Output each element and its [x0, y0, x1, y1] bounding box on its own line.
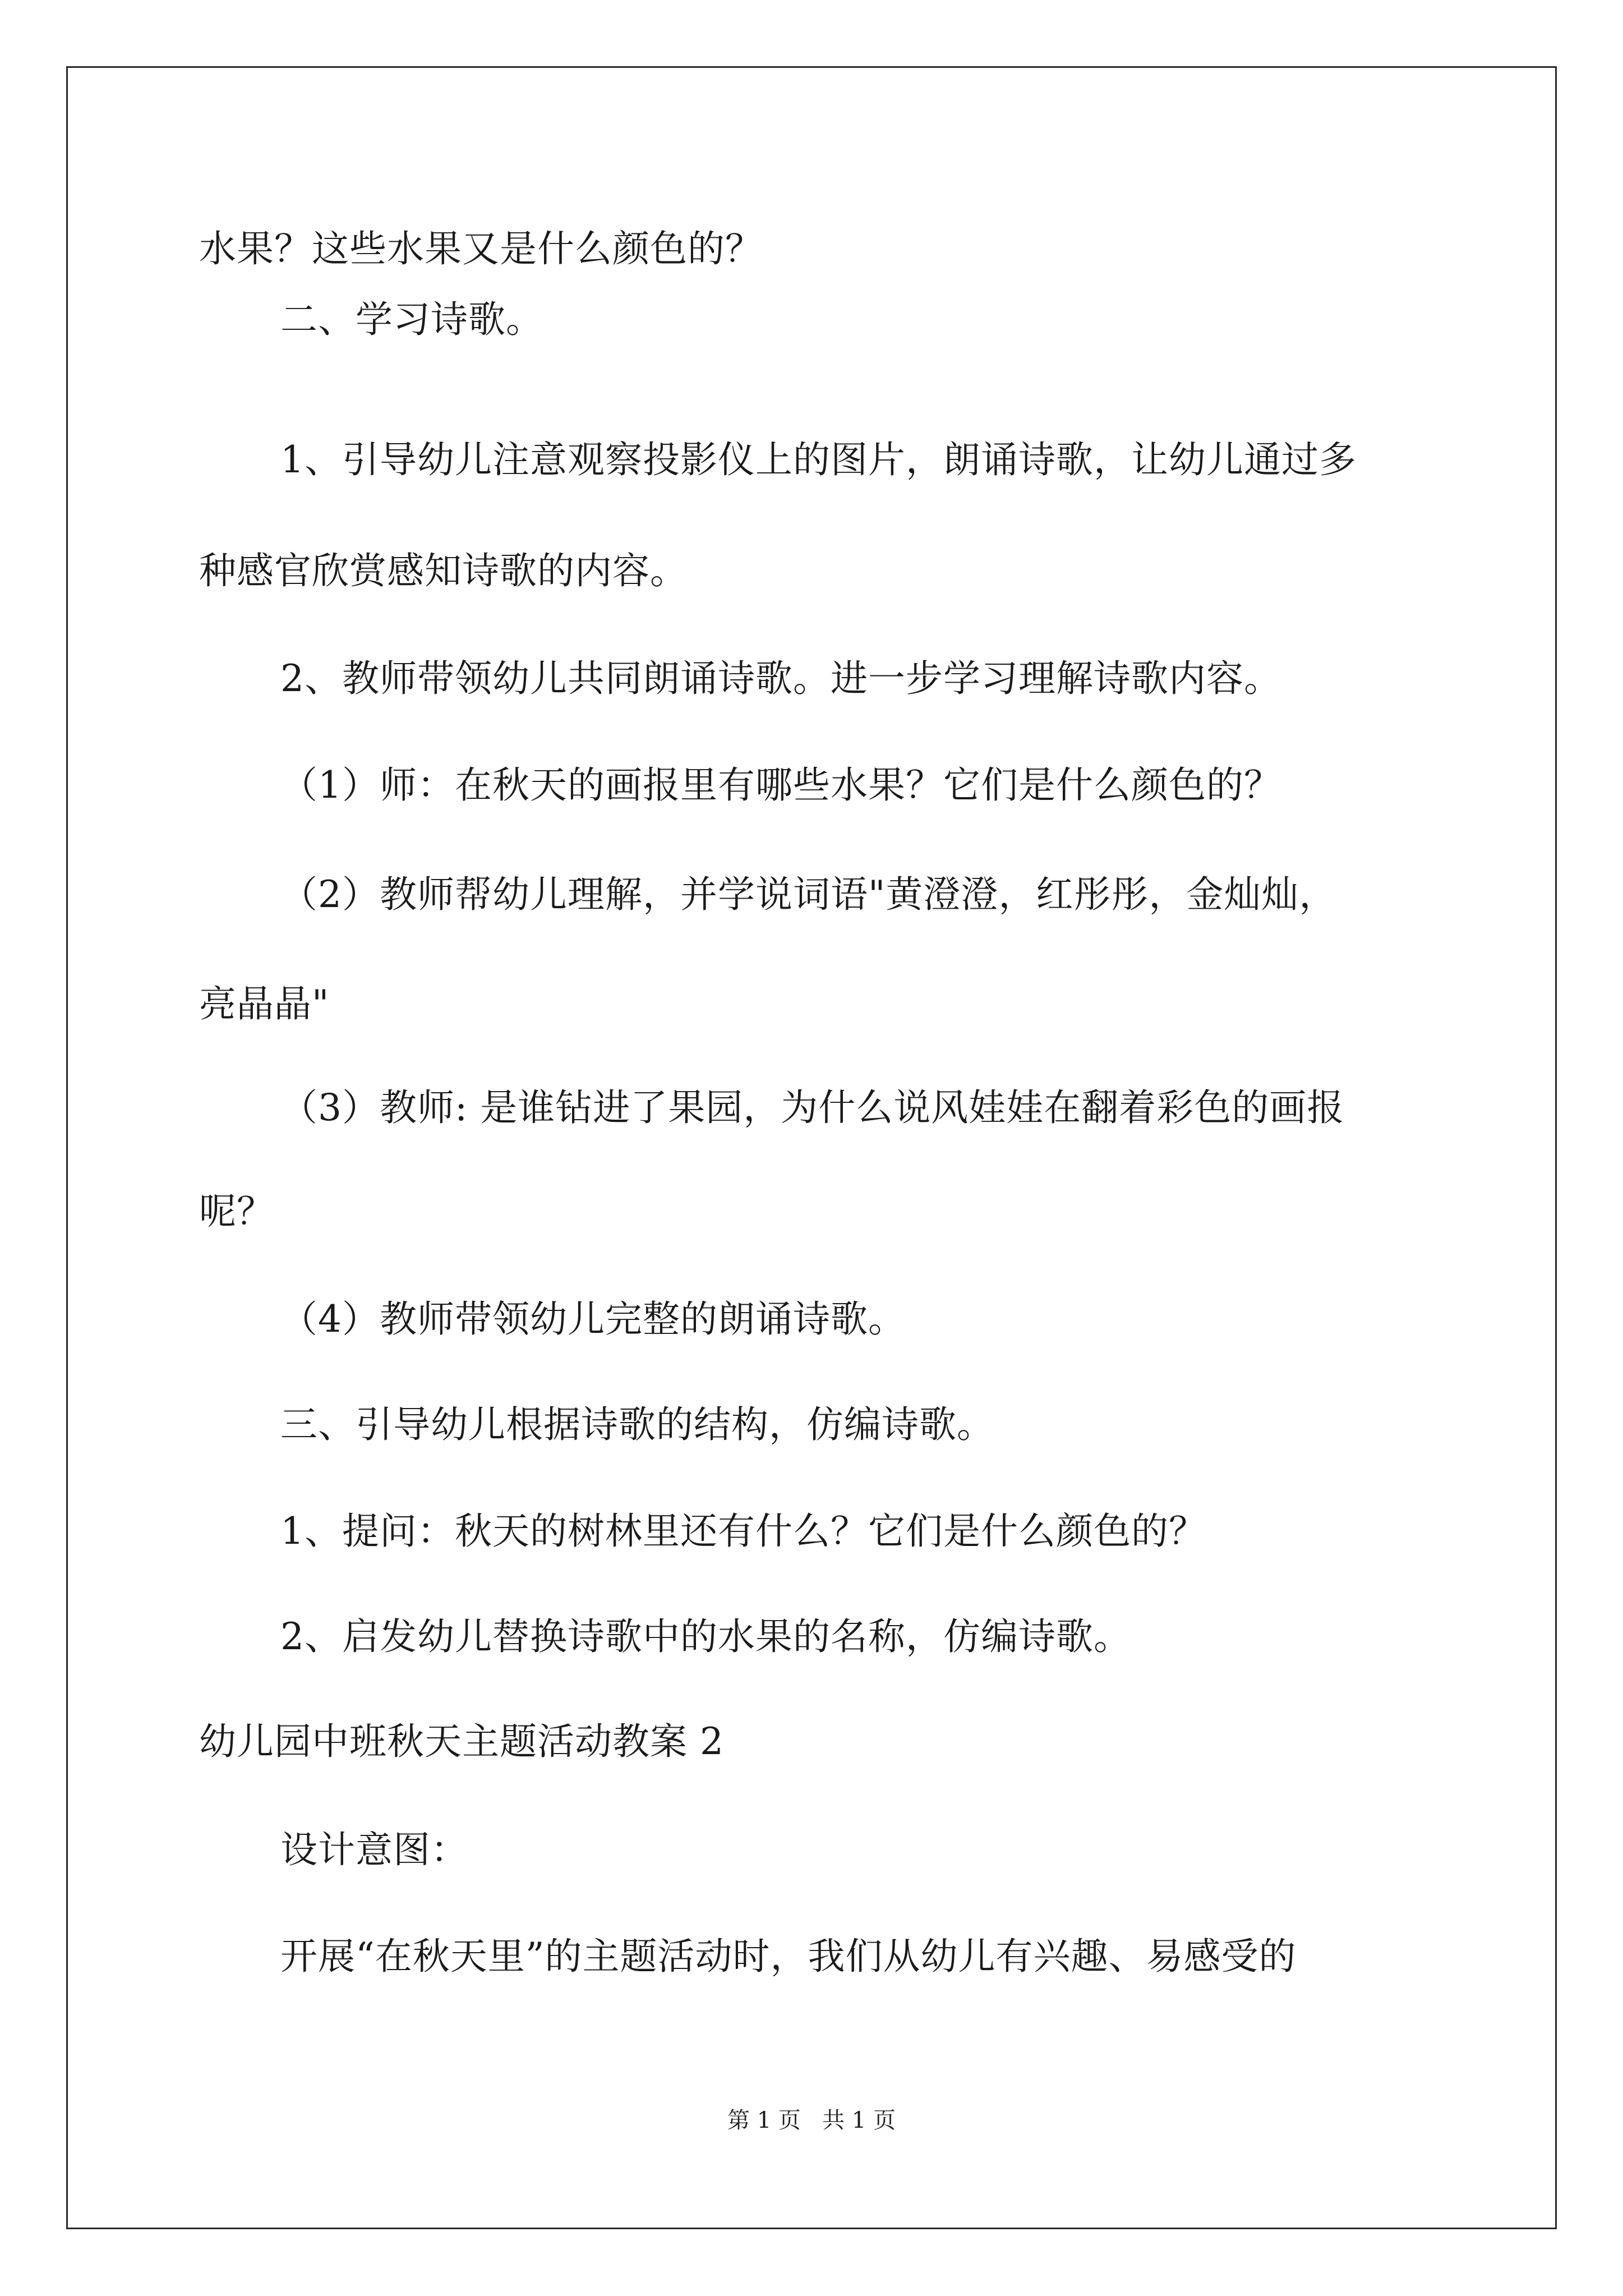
body-line: 1、引导幼儿注意观察投影仪上的图片，朗诵诗歌，让幼儿通过多	[280, 438, 1357, 481]
body-line: 种感官欣赏感知诗歌的内容。	[199, 549, 688, 592]
body-line: 2、启发幼儿替换诗歌中的水果的名称，仿编诗歌。	[280, 1615, 1131, 1658]
page-border	[66, 66, 1557, 2229]
body-line: （4）教师带领幼儿完整的朗诵诗歌。	[280, 1297, 906, 1341]
body-line: （2）教师帮幼儿理解，并学说词语"黄澄澄，红彤彤，金灿灿，	[280, 873, 1337, 916]
body-line: （3）教师: 是谁钻进了果园，为什么说风娃娃在翻着彩色的画报	[280, 1086, 1345, 1129]
document-title: 幼儿园中班秋天主题活动教案 2	[199, 1720, 724, 1763]
body-line: 1、提问：秋天的树林里还有什么？它们是什么颜色的？	[280, 1510, 1206, 1553]
body-line: 开展“在秋天里”的主题活动时，我们从幼儿有兴趣、易感受的	[280, 1935, 1297, 1978]
section-heading: 二、学习诗歌。	[280, 298, 543, 341]
page-footer: 第 1 页 共 1 页	[727, 2108, 896, 2133]
section-heading: 设计意图：	[280, 1828, 468, 1871]
body-line: 呢？	[199, 1190, 274, 1233]
section-heading: 三、引导幼儿根据诗歌的结构，仿编诗歌。	[280, 1403, 994, 1446]
body-line: （1）师：在秋天的画报里有哪些水果？它们是什么颜色的？	[280, 763, 1281, 807]
body-line: 水果？这些水果又是什么颜色的？	[199, 227, 763, 270]
body-line: 2、教师带领幼儿共同朗诵诗歌。进一步学习理解诗歌内容。	[280, 657, 1281, 700]
body-line: 亮晶晶"	[199, 982, 330, 1025]
